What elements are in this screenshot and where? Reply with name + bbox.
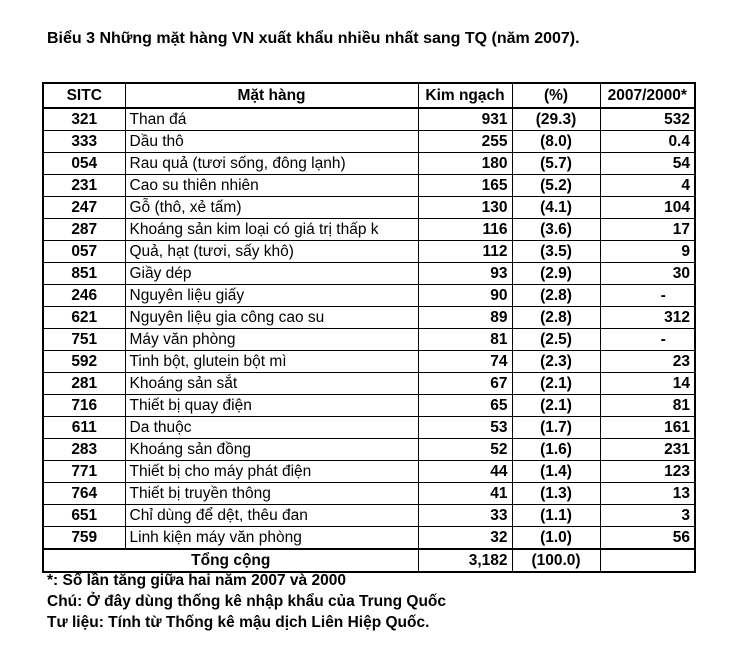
table-row: [43, 461, 695, 483]
cell-sitc: 054: [43, 153, 125, 175]
table-body: [43, 108, 695, 549]
cell-ratio: 123: [600, 461, 695, 483]
cell-sitc: 057: [43, 241, 125, 263]
cell-pct: (1.6): [512, 439, 600, 461]
table-row: [43, 505, 695, 527]
total-value: 3,182: [418, 549, 512, 572]
cell-sitc: 716: [43, 395, 125, 417]
cell-ratio: 13: [600, 483, 695, 505]
cell-sitc: 287: [43, 219, 125, 241]
table-row: [43, 439, 695, 461]
cell-value: 52: [418, 439, 512, 461]
cell-value: 112: [418, 241, 512, 263]
cell-item: Chỉ dùng để dệt, thêu đan: [125, 505, 418, 527]
cell-sitc: 246: [43, 285, 125, 307]
cell-item: Máy văn phòng: [125, 329, 418, 351]
cell-sitc: 621: [43, 307, 125, 329]
cell-pct: (4.1): [512, 197, 600, 219]
table-row: [43, 395, 695, 417]
footnote-source: Tư liệu: Tính từ Thống kê mậu dịch Liên Hiệp Quốc.: [47, 614, 430, 631]
header-sitc: SITC: [43, 83, 125, 108]
cell-sitc: 771: [43, 461, 125, 483]
cell-value: 74: [418, 351, 512, 373]
table-row: [43, 373, 695, 395]
footnote-ratio: *: Số lần tăng giữa hai năm 2007 và 2000: [47, 572, 346, 589]
cell-sitc: 611: [43, 417, 125, 439]
cell-item: Khoáng sản sắt: [125, 373, 418, 395]
table-row: [43, 329, 695, 351]
cell-pct: (1.4): [512, 461, 600, 483]
cell-pct: (3.5): [512, 241, 600, 263]
cell-ratio: 231: [600, 439, 695, 461]
cell-ratio: 9: [600, 241, 695, 263]
export-table: [42, 82, 696, 573]
cell-value: 53: [418, 417, 512, 439]
cell-pct: (29.3): [512, 108, 600, 131]
cell-ratio: 14: [600, 373, 695, 395]
table-row: [43, 263, 695, 285]
cell-sitc: 759: [43, 527, 125, 550]
cell-value: 130: [418, 197, 512, 219]
cell-item: Da thuộc: [125, 417, 418, 439]
cell-value: 931: [418, 108, 512, 131]
cell-pct: (2.8): [512, 307, 600, 329]
cell-ratio: 23: [600, 351, 695, 373]
cell-sitc: 751: [43, 329, 125, 351]
total-pct: (100.0): [512, 549, 600, 572]
table-row: [43, 307, 695, 329]
cell-item: Than đá: [125, 108, 418, 131]
cell-pct: (2.5): [512, 329, 600, 351]
cell-sitc: 651: [43, 505, 125, 527]
cell-item: Gỗ (thô, xẻ tấm): [125, 197, 418, 219]
cell-value: 180: [418, 153, 512, 175]
cell-value: 41: [418, 483, 512, 505]
cell-pct: (1.1): [512, 505, 600, 527]
cell-item: Khoáng sản kim loại có giá trị thấp k: [125, 219, 418, 241]
cell-value: 93: [418, 263, 512, 285]
cell-sitc: 281: [43, 373, 125, 395]
table-row: [43, 175, 695, 197]
cell-sitc: 247: [43, 197, 125, 219]
cell-ratio: -: [600, 329, 695, 351]
cell-ratio: 3: [600, 505, 695, 527]
cell-sitc: 764: [43, 483, 125, 505]
cell-value: 255: [418, 131, 512, 153]
cell-ratio: 81: [600, 395, 695, 417]
cell-ratio: 54: [600, 153, 695, 175]
total-ratio: [600, 549, 695, 572]
cell-sitc: 321: [43, 108, 125, 131]
cell-item: Quả, hạt (tươi, sấy khô): [125, 241, 418, 263]
cell-pct: (2.1): [512, 373, 600, 395]
cell-pct: (1.3): [512, 483, 600, 505]
cell-pct: (3.6): [512, 219, 600, 241]
cell-pct: (5.7): [512, 153, 600, 175]
table-row: [43, 197, 695, 219]
cell-item: Thiết bị truyền thông: [125, 483, 418, 505]
table-row: [43, 285, 695, 307]
table-row: [43, 483, 695, 505]
total-label: Tổng cộng: [43, 549, 418, 572]
table-row: [43, 241, 695, 263]
cell-ratio: 30: [600, 263, 695, 285]
cell-item: Rau quả (tươi sống, đông lạnh): [125, 153, 418, 175]
cell-value: 90: [418, 285, 512, 307]
cell-pct: (8.0): [512, 131, 600, 153]
table-row: [43, 351, 695, 373]
cell-item: Thiết bị quay điện: [125, 395, 418, 417]
cell-value: 33: [418, 505, 512, 527]
cell-item: Linh kiện máy văn phòng: [125, 527, 418, 550]
cell-pct: (1.0): [512, 527, 600, 550]
cell-ratio: 161: [600, 417, 695, 439]
table-row: [43, 417, 695, 439]
header-pct: (%): [512, 83, 600, 108]
table-row: [43, 153, 695, 175]
table-header-row: [43, 83, 695, 108]
cell-pct: (2.8): [512, 285, 600, 307]
cell-sitc: 592: [43, 351, 125, 373]
cell-item: Dầu thô: [125, 131, 418, 153]
cell-sitc: 851: [43, 263, 125, 285]
header-item: Mặt hàng: [125, 83, 418, 108]
cell-value: 67: [418, 373, 512, 395]
total-row: [43, 549, 695, 572]
cell-pct: (2.1): [512, 395, 600, 417]
cell-ratio: 4: [600, 175, 695, 197]
cell-sitc: 283: [43, 439, 125, 461]
cell-value: 165: [418, 175, 512, 197]
cell-ratio: 56: [600, 527, 695, 550]
cell-item: Nguyên liệu gia công cao su: [125, 307, 418, 329]
table-row: [43, 131, 695, 153]
header-value: Kim ngạch: [418, 83, 512, 108]
cell-ratio: 0.4: [600, 131, 695, 153]
cell-value: 81: [418, 329, 512, 351]
cell-ratio: 17: [600, 219, 695, 241]
cell-ratio: -: [600, 285, 695, 307]
cell-item: Tinh bột, glutein bột mì: [125, 351, 418, 373]
footnote-source-note: Chú: Ở đây dùng thống kê nhập khẩu của Trung Quốc: [47, 593, 447, 610]
footnotes: [47, 570, 446, 633]
cell-value: 32: [418, 527, 512, 550]
cell-ratio: 104: [600, 197, 695, 219]
cell-value: 44: [418, 461, 512, 483]
cell-pct: (2.3): [512, 351, 600, 373]
header-ratio: 2007/2000*: [600, 83, 695, 108]
document-title: Biểu 3 Những mặt hàng VN xuất khẩu nhiều nhất sang TQ (năm 2007).: [47, 30, 580, 47]
cell-sitc: 231: [43, 175, 125, 197]
cell-ratio: 532: [600, 108, 695, 131]
cell-pct: (5.2): [512, 175, 600, 197]
cell-item: Nguyên liệu giấy: [125, 285, 418, 307]
cell-pct: (1.7): [512, 417, 600, 439]
cell-value: 89: [418, 307, 512, 329]
cell-sitc: 333: [43, 131, 125, 153]
table-row: [43, 527, 695, 550]
cell-item: Cao su thiên nhiên: [125, 175, 418, 197]
cell-item: Thiết bị cho máy phát điện: [125, 461, 418, 483]
cell-ratio: 312: [600, 307, 695, 329]
cell-item: Khoáng sản đồng: [125, 439, 418, 461]
cell-value: 116: [418, 219, 512, 241]
table-row: [43, 219, 695, 241]
cell-pct: (2.9): [512, 263, 600, 285]
table-row: [43, 108, 695, 131]
cell-item: Giầy dép: [125, 263, 418, 285]
cell-value: 65: [418, 395, 512, 417]
